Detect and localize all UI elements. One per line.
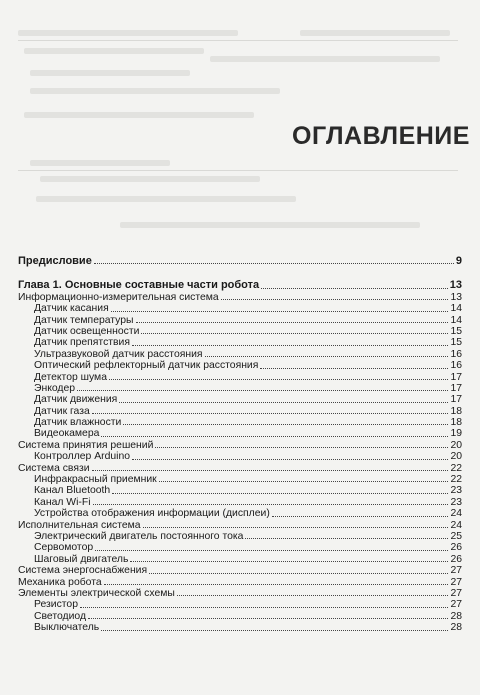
toc-subsection-entry (18, 337, 462, 348)
toc-entry-title: Элементы электрической схемы (18, 587, 175, 599)
toc-entry-title: Устройства отображения информации (дисплеи) (34, 508, 270, 520)
toc-page-number: 24 (450, 519, 462, 531)
toc-subsection-entry (18, 428, 462, 439)
toc-page-number: 22 (450, 474, 462, 486)
toc-subsection-entry (18, 303, 462, 314)
toc-subsection-entry (18, 474, 462, 485)
toc-section-entry (18, 565, 462, 576)
toc-section-entry (18, 588, 462, 599)
toc-entry-title: Система связи (18, 462, 90, 474)
toc-page-number: 20 (450, 451, 462, 463)
toc-page-number: 24 (450, 508, 462, 520)
toc-entry-title: Исполнительная система (18, 519, 141, 531)
toc-page-number: 15 (450, 325, 462, 337)
toc-entry-title: Сервомотор (34, 542, 94, 554)
toc-entry-title: Информационно-измерительная система (18, 291, 219, 303)
toc-chapter-entry (18, 256, 462, 267)
toc-entry-title: Глава 1. Основные составные части робота (18, 279, 260, 292)
toc-subsection-entry (18, 485, 462, 496)
dot-leader (80, 607, 448, 608)
toc-page-number: 27 (450, 599, 462, 611)
toc-page-number: 14 (450, 314, 462, 326)
toc-page-number: 13 (450, 291, 462, 303)
toc-entry-title: Инфракрасный приемник (34, 474, 157, 486)
toc-section-entry (18, 463, 462, 474)
dot-leader (92, 470, 449, 471)
toc-subsection-entry (18, 406, 462, 417)
toc-entry-title: Выключатель (34, 622, 100, 634)
dot-leader (261, 288, 448, 289)
toc-page-number: 28 (450, 610, 462, 622)
dot-leader (123, 424, 448, 425)
toc-entry-title: Канал Bluetooth (34, 485, 111, 497)
toc-entry-title: Оптический рефлекторный датчик расстояния (34, 360, 259, 372)
toc-page-number: 23 (450, 496, 462, 508)
toc-page-number: 26 (450, 542, 462, 554)
dot-leader (88, 618, 448, 619)
dot-leader (155, 447, 448, 448)
toc-entry-title: Датчик освещенности (34, 325, 140, 337)
toc-page-number: 14 (450, 303, 462, 315)
toc-entry-title: Канал Wi-Fi (34, 496, 91, 508)
toc-section-entry (18, 520, 462, 531)
dot-leader (77, 390, 448, 391)
toc-entry-title: Датчик касания (34, 303, 109, 315)
toc-page-number: 25 (450, 530, 462, 542)
dot-leader (132, 345, 448, 346)
toc-subsection-entry (18, 360, 462, 371)
bleed-through-texture (0, 0, 480, 240)
dot-leader (143, 527, 449, 528)
toc-section-entry (18, 292, 462, 303)
toc-subsection-entry (18, 451, 462, 462)
toc-page-number: 18 (450, 417, 462, 429)
dot-leader (109, 379, 448, 380)
toc-entry-title: Светодиод (34, 610, 87, 622)
toc-entry-title: Детектор шума (34, 371, 107, 383)
toc-subsection-entry (18, 599, 462, 610)
dot-leader (205, 356, 449, 357)
toc-subsection-entry (18, 611, 462, 622)
dot-leader (92, 413, 449, 414)
toc-entry-title: Энкодер (34, 382, 76, 394)
toc-page-number: 9 (455, 254, 462, 267)
toc-subsection-entry (18, 542, 462, 553)
toc-entry-title: Датчик движения (34, 394, 118, 406)
toc-page-number: 22 (450, 462, 462, 474)
toc-subsection-entry (18, 315, 462, 326)
toc-entry-title: Датчик температуры (34, 314, 134, 326)
toc-page-number: 17 (450, 394, 462, 406)
page-title: ОГЛАВЛЕНИЕ (292, 122, 470, 150)
dot-leader (141, 333, 448, 334)
toc-entry-title: Видеокамера (34, 428, 100, 440)
toc-subsection-entry (18, 531, 462, 542)
toc-page-number: 20 (450, 439, 462, 451)
toc-subsection-entry (18, 554, 462, 565)
toc-subsection-entry (18, 349, 462, 360)
dot-leader (272, 516, 449, 517)
toc-entry-title: Резистор (34, 599, 78, 611)
toc-entry-title: Механика робота (18, 576, 102, 588)
table-of-contents (18, 256, 462, 634)
dot-leader (111, 311, 449, 312)
toc-page-number: 16 (450, 348, 462, 360)
toc-entry-title: Контроллер Arduino (34, 451, 131, 463)
dot-leader (177, 595, 449, 596)
toc-subsection-entry (18, 417, 462, 428)
toc-page-number: 19 (450, 428, 462, 440)
toc-entry-title: Датчик газа (34, 405, 90, 417)
dot-leader (101, 630, 448, 631)
toc-entry-title: Система принятия решений (18, 439, 154, 451)
toc-subsection-entry (18, 497, 462, 508)
toc-subsection-entry (18, 326, 462, 337)
toc-entry-title: Шаговый двигатель (34, 553, 129, 565)
toc-section-entry (18, 440, 462, 451)
toc-page-number: 27 (450, 587, 462, 599)
dot-leader (119, 402, 448, 403)
toc-entry-title: Датчик препятствия (34, 337, 130, 349)
toc-page-number: 23 (450, 485, 462, 497)
toc-subsection-entry (18, 394, 462, 405)
toc-subsection-entry (18, 508, 462, 519)
toc-subsection-entry (18, 383, 462, 394)
toc-entry-title: Система энергоснабжения (18, 565, 148, 577)
dot-leader (130, 561, 448, 562)
dot-leader (101, 436, 448, 437)
toc-page-number: 16 (450, 360, 462, 372)
toc-page-number: 27 (450, 576, 462, 588)
dot-leader (159, 481, 449, 482)
dot-leader (112, 493, 448, 494)
dot-leader (95, 550, 448, 551)
dot-leader (93, 504, 449, 505)
toc-page-number: 28 (450, 622, 462, 634)
toc-entry-title: Предисловие (18, 254, 92, 267)
dot-leader (132, 459, 448, 460)
toc-subsection-entry (18, 372, 462, 383)
toc-page-number: 17 (450, 371, 462, 383)
dot-leader (104, 584, 449, 585)
toc-page-number: 26 (450, 553, 462, 565)
toc-page-number: 13 (449, 279, 462, 292)
toc-chapter-entry (18, 280, 462, 291)
dot-leader (149, 573, 448, 574)
toc-entry-title: Ультразвуковой датчик расстояния (34, 348, 203, 360)
toc-page-number: 27 (450, 565, 462, 577)
dot-leader (136, 322, 449, 323)
toc-subsection-entry (18, 622, 462, 633)
toc-section-entry (18, 577, 462, 588)
toc-entry-title: Электрический двигатель постоянного тока (34, 530, 244, 542)
dot-leader (221, 299, 449, 300)
dot-leader (260, 368, 448, 369)
toc-page-number: 15 (450, 337, 462, 349)
dot-leader (94, 263, 454, 264)
toc-page-number: 17 (450, 382, 462, 394)
toc-entry-title: Датчик влажности (34, 417, 122, 429)
toc-page-number: 18 (450, 405, 462, 417)
dot-leader (245, 538, 448, 539)
